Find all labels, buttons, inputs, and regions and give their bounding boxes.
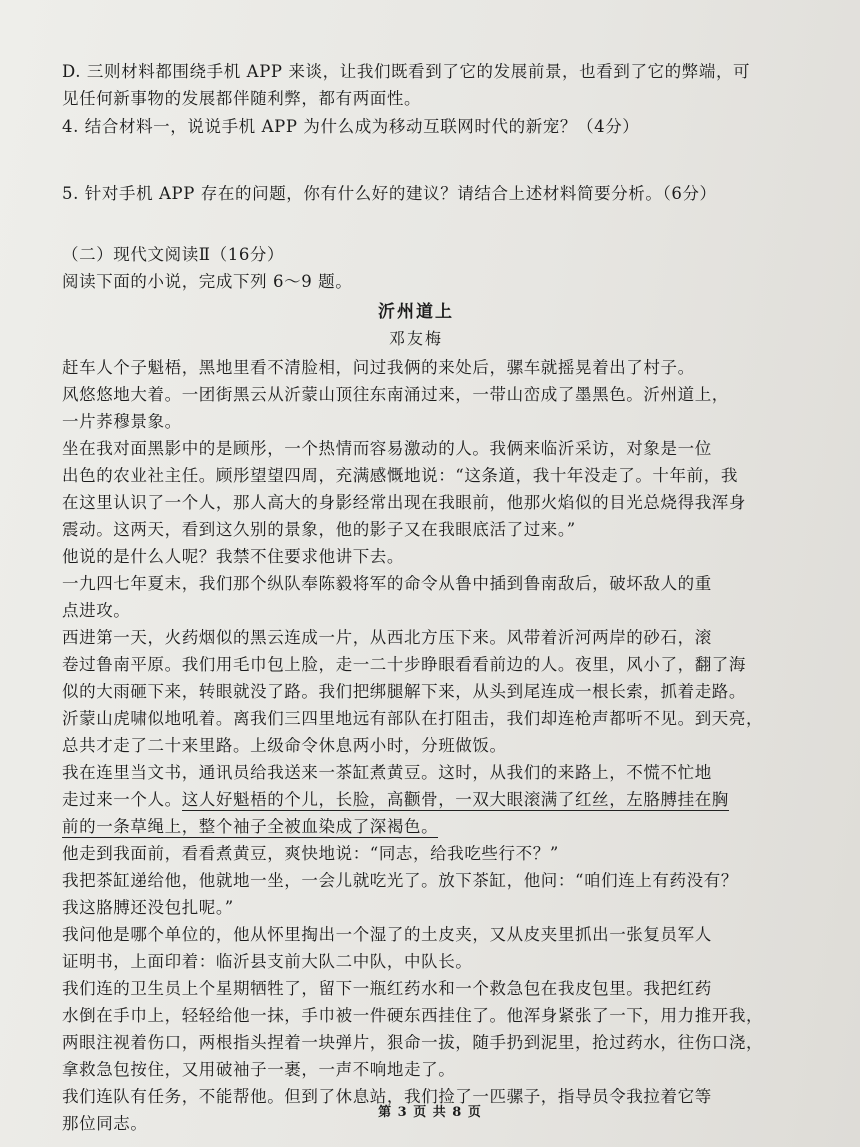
option-d-line-2: 见任何新事物的发展都伴随利弊，都有两面性。: [62, 89, 422, 108]
story-author: 邓友梅: [388, 329, 443, 348]
underlined-text: 这人好魁梧的个儿，长脸，高颧骨，一双大眼滚满了红丝，左胳膊挂在胸: [181, 790, 729, 809]
story-line: 一片荞穆景象。: [62, 412, 182, 431]
story-line: 他说的是什么人呢？我禁不住要求他讲下去。: [62, 547, 404, 566]
story-title: 沂州道上: [378, 302, 454, 322]
story-line: 一九四七年夏末，我们那个纵队奉陈毅将军的命令从鲁中插到鲁南敌后，破坏敌人的重: [62, 574, 712, 593]
story-line: 我这胳膊还没包扎呢。”: [62, 898, 234, 917]
story-line: 风悠悠地大着。一团街黑云从沂蒙山顶往东南涌过来，一带山峦成了墨黑色。沂州道上，: [62, 385, 729, 404]
story-line: 我们连队有任务，不能帮他。但到了休息站，我们捡了一匹骡子，指导员令我拉着它等: [62, 1087, 712, 1106]
question-4: 4. 结合材料一，说说手机 APP 为什么成为移动互联网时代的新宠？（4分）: [62, 117, 640, 136]
story-line: 我在连里当文书，通讯员给我送来一茶缸煮黄豆。这时，从我们的来路上，不慌不忙地: [62, 763, 712, 782]
story-line: 我把茶缸递给他，他就地一坐，一会儿就吃光了。放下茶缸，他问：“咱们连上有药没有？: [62, 871, 738, 890]
underlined-text: 前的一条草绳上，整个袖子全被血染成了深褐色。: [62, 817, 439, 836]
story-line: 我们连的卫生员上个星期牺牲了，留下一瓶红药水和一个救急包在我皮包里。我把红药: [62, 979, 712, 998]
story-body: [62, 354, 770, 1137]
section-heading: （二）现代文阅读Ⅱ（16分）: [62, 245, 285, 264]
story-line: 似的大雨砸下来，转眼就没了路。我们把绑腿解下来，从头到尾连成一根长索，抓着走路。: [62, 682, 746, 701]
story-line: 总共才走了二十来里路。上级命令休息两小时，分班做饭。: [62, 736, 507, 755]
option-d-line-1: D. 三则材料都围绕手机 APP 来谈，让我们既看到了它的发展前景，也看到了它的弊端，可: [62, 62, 751, 81]
story-line: 他走到我面前，看看煮黄豆，爽快地说：“同志，给我吃些行不？”: [62, 844, 559, 863]
story-line: 点进攻。: [62, 601, 131, 620]
story-line: 在这里认识了一个人，那人高大的身影经常出现在我眼前，他那火焰似的目光总烧得我浑身: [62, 493, 746, 512]
story-line: 我问他是哪个单位的，他从怀里掏出一个湿了的土皮夹，又从皮夹里抓出一张复员军人: [62, 925, 712, 944]
story-line: 赶车人个子魁梧，黑地里看不清脸相，问过我俩的来处后，骡车就摇晃着出了村子。: [62, 358, 695, 377]
story-line: 卷过鲁南平原。我们用毛巾包上脸，走一二十步睁眼看看前边的人。夜里，风小了，翻了海: [62, 655, 746, 674]
story-line: 走过来一个人。: [62, 790, 182, 809]
page-footer: 第 3 页 共 8 页: [378, 1105, 482, 1120]
story-line: 出色的农业社主任。顾彤望望四周，充满感慨地说：“这条道，我十年没走了。十年前，我: [62, 466, 738, 485]
story-line: 震动。这两天，看到这久别的景象，他的影子又在我眼底活了过来。”: [62, 520, 576, 539]
story-line: 那位同志。: [62, 1114, 148, 1133]
story-line-with-underline: [62, 786, 770, 813]
underlined-line: [62, 813, 770, 840]
reading-instruction: 阅读下面的小说，完成下列 6～9 题。: [62, 272, 353, 291]
story-line: 坐在我对面黑影中的是顾彤，一个热情而容易激动的人。我俩来临沂采访，对象是一位: [62, 439, 712, 458]
story-line: 水倒在手巾上，轻轻给他一抹，手巾被一件硬东西挂住了。他浑身紧张了一下，用力推开我，: [62, 1006, 764, 1025]
story-line: 拿救急包按住，又用破袖子一裹，一声不响地走了。: [62, 1060, 456, 1079]
story-line: 沂蒙山虎啸似地吼着。离我们三四里地远有部队在打阻击，我们却连枪声都听不见。到天亮，: [62, 709, 764, 728]
story-line: 两眼注视着伤口，两根指头捏着一块弹片，狠命一拔，随手扔到泥里，抢过药水，往伤口浇，: [62, 1033, 764, 1052]
question-5: 5. 针对手机 APP 存在的问题，你有什么好的建议？请结合上述材料简要分析。（6分）: [62, 184, 717, 203]
story-line: 证明书，上面印着：临沂县支前大队二中队，中队长。: [62, 952, 473, 971]
story-line: 西进第一天，火药烟似的黑云连成一片，从西北方压下来。风带着沂河两岸的砂石，滚: [62, 628, 712, 647]
